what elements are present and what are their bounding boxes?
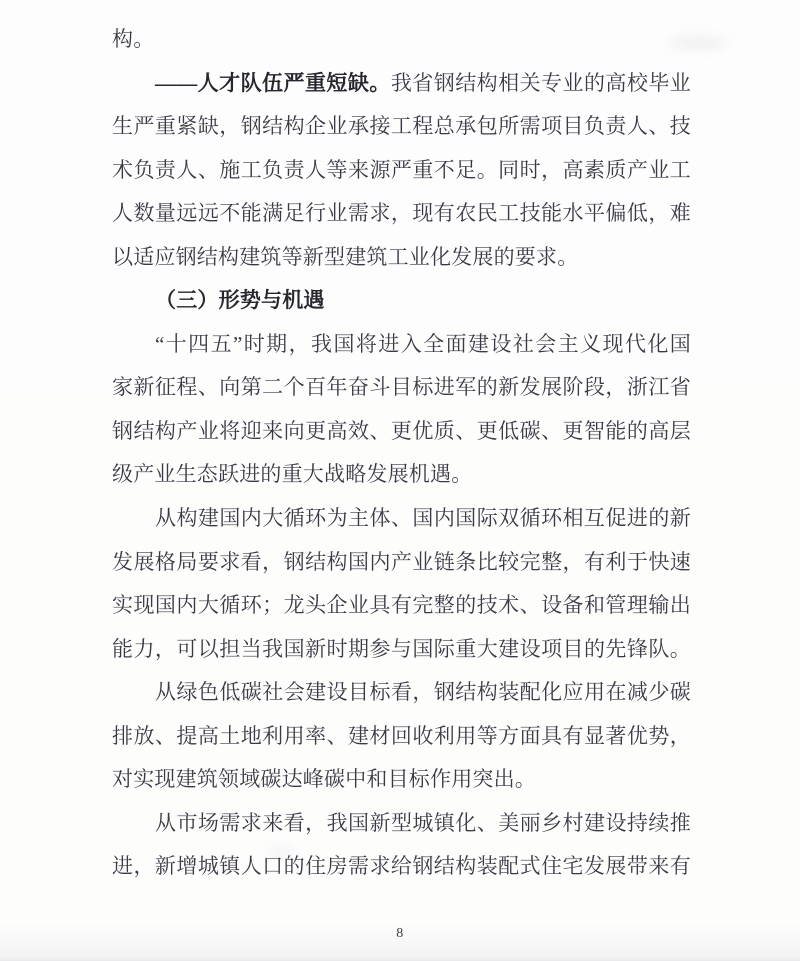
body-text: 对实现建筑领域碳达峰碳中和目标作用突出。	[112, 767, 536, 792]
body-text: 从市场需求来看，我国新型城镇化、美丽乡村建设持续推	[155, 810, 691, 835]
text-line	[112, 149, 691, 193]
body-text: 实现国内大循环；龙头企业具有完整的技术、设备和管理输出	[112, 593, 691, 618]
body-text: 人数量远远不能满足行业需求，现有农民工技能水平偏低，难	[112, 201, 691, 226]
text-line	[112, 279, 691, 323]
emphasis-text: （三）形势与机遇	[155, 288, 325, 313]
text-line	[112, 410, 691, 454]
body-text: 术负责人、施工负责人等来源严重不足。同时，高素质产业工	[112, 157, 691, 182]
body-text: 我省钢结构相关专业的高校毕业	[390, 70, 691, 95]
body-text: 家新征程、向第二个百年奋斗目标进军的新发展阶段，浙江省	[112, 375, 691, 400]
body-text: 构。	[112, 27, 155, 51]
text-line	[112, 497, 691, 541]
text-line	[112, 62, 691, 106]
body-text: 级产业生态跃进的重大战略发展机遇。	[112, 462, 473, 487]
body-text: 排放、提高土地利用率、建材回收利用等方面具有显著优势，	[112, 723, 691, 748]
text-line	[112, 366, 691, 410]
body-text: 从构建国内大循环为主体、国内国际双循环相互促进的新	[155, 506, 691, 531]
text-line	[112, 323, 691, 367]
text-line	[112, 671, 691, 715]
page-footer	[0, 924, 800, 942]
text-line	[112, 453, 691, 497]
text-line	[112, 541, 691, 585]
text-line	[112, 18, 691, 62]
text-line	[112, 628, 691, 672]
body-text: 以适应钢结构建筑等新型建筑工业化发展的要求。	[112, 244, 579, 269]
body-text: 进，新增城镇人口的住房需求给钢结构装配式住宅发展带来有	[112, 854, 691, 879]
body-text: 生严重紧缺，钢结构企业承接工程总承包所需项目负责人、技	[112, 114, 691, 139]
body-text: 发展格局要求看，钢结构国内产业链条比较完整，有利于快速	[112, 549, 691, 574]
text-line	[112, 715, 691, 759]
text-line	[112, 845, 691, 889]
text-line	[112, 105, 691, 149]
emphasis-text: ——人才队伍严重短缺。	[155, 70, 391, 95]
body-text: 能力，可以担当我国新时期参与国际重大建设项目的先锋队。	[112, 636, 691, 661]
body-text: “十四五”时期，我国将进入全面建设社会主义现代化国	[155, 331, 691, 356]
text-line	[112, 802, 691, 846]
text-line	[112, 584, 691, 628]
document-text	[112, 18, 691, 889]
body-text: 钢结构产业将迎来向更高效、更优质、更低碳、更智能的高层	[112, 418, 691, 443]
text-line	[112, 192, 691, 236]
body-text: 从绿色低碳社会建设目标看，钢结构装配化应用在减少碳	[155, 680, 691, 705]
page-number: 8	[396, 926, 404, 941]
text-line	[112, 758, 691, 802]
text-line	[112, 236, 691, 280]
